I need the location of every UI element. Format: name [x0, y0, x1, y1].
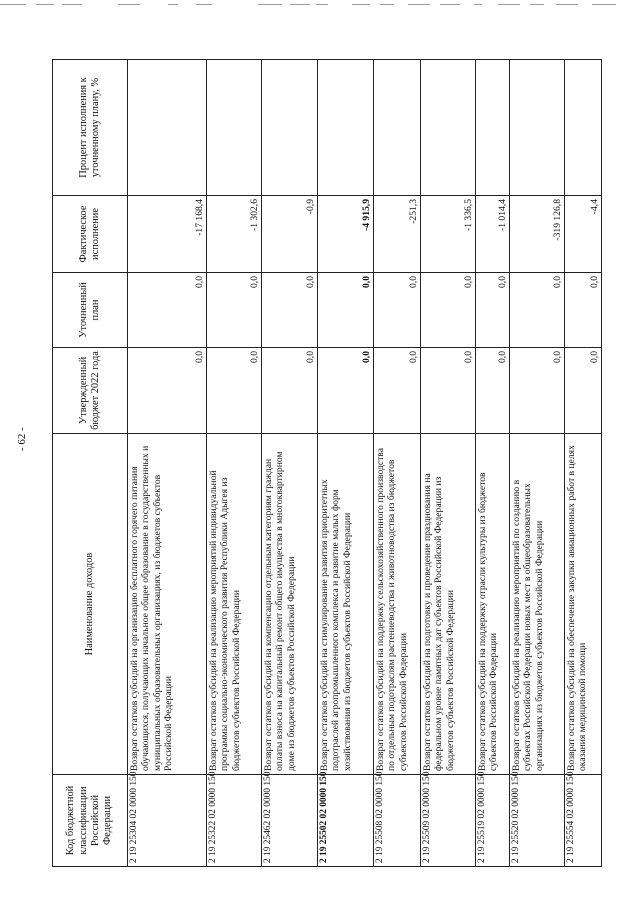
table-row: [510, 60, 565, 867]
row-actual: -1 014,4: [476, 196, 510, 273]
col-header-approved: Утвержденный бюджет 2022 года: [53, 348, 128, 434]
revenue-table: [52, 59, 602, 867]
row-percent: [421, 60, 476, 196]
row-approved: 0,0: [128, 348, 207, 434]
row-percent: [128, 60, 207, 196]
row-percent: [318, 60, 374, 196]
row-approved: 0,0: [476, 348, 510, 434]
table-row: [128, 60, 207, 867]
row-plan: 0,0: [318, 273, 374, 348]
row-name: Возврат остатков субсидий на поддержку сельскохозяйственного производства по отдельным подотраслям растениеводства и животноводства из бюджетов субъектов Российской Федерации: [374, 434, 421, 775]
row-percent: [207, 60, 262, 196]
row-approved: 0,0: [207, 348, 262, 434]
row-name: Возврат остатков субсидий на реализацию мероприятий по созданию в субъектах Российской Федерации новых мест в общеобразовательных организациях из бюджетов субъектов Российской Федерации: [510, 434, 565, 775]
row-code: 2 19 25508 02 0000 150: [374, 775, 421, 867]
row-name: Возврат остатков субсидий на подготовку и проведение празднования на федеральном уровне памятных дат субъектов Российской Федерации из бюджетов субъектов Российской Федерации: [421, 434, 476, 775]
row-name: Возврат остатков субсидий на стимулирование развития приоритетных подотраслей агропромышленного комплекса и развитие малых форм хозяйствования из бюджетов субъектов Российской Федерации: [318, 434, 374, 775]
row-code: 2 19 25322 02 0000 150: [207, 775, 262, 867]
row-plan: 0,0: [565, 273, 602, 348]
row-percent: [565, 60, 602, 196]
row-plan: 0,0: [262, 273, 318, 348]
row-approved: 0,0: [262, 348, 318, 434]
row-name: Возврат остатков субсидий на поддержку отрасли культуры из бюджетов субъектов Российской Федерации: [476, 434, 510, 775]
table-row: [318, 60, 374, 867]
row-code: 2 19 25554 02 0000 150: [565, 775, 602, 867]
rotated-page: [52, 60, 601, 867]
row-actual: -1 336,5: [421, 196, 476, 273]
row-percent: [374, 60, 421, 196]
row-code: 2 19 25462 02 0000 150: [262, 775, 318, 867]
row-approved: 0,0: [421, 348, 476, 434]
row-code: 2 19 25519 02 0000 150: [476, 775, 510, 867]
row-actual: -4,4: [565, 196, 602, 273]
row-percent: [262, 60, 318, 196]
row-approved: 0,0: [374, 348, 421, 434]
row-code: 2 19 25520 02 0000 150: [510, 775, 565, 867]
row-name: Возврат остатков субсидий на организацию бесплатного горячего питания обучающихся, получающих начальное общее образование в государственных и муниципальных образовательных организациях, из бюджетов субъектов Российской Федерации: [128, 434, 207, 775]
scan-artifact-line: [0, 0, 640, 10]
row-plan: 0,0: [374, 273, 421, 348]
row-plan: 0,0: [128, 273, 207, 348]
page-number: - 62 -: [16, 427, 28, 451]
row-code: 2 19 25304 02 0000 150: [128, 775, 207, 867]
row-plan: 0,0: [476, 273, 510, 348]
row-name: Возврат остатков субсидий на реализацию мероприятий индивидуальной программы социально-экономического развития Республики Адыгея из бюджетов субъектов Российской Федерации: [207, 434, 262, 775]
row-actual: -0,9: [262, 196, 318, 273]
row-plan: 0,0: [510, 273, 565, 348]
row-percent: [510, 60, 565, 196]
col-header-percent: Процент исполнения к уточненному плану, %: [53, 60, 128, 196]
row-actual: -1 302,6: [207, 196, 262, 273]
row-actual: -251,3: [374, 196, 421, 273]
row-code: 2 19 25502 02 0000 150: [318, 775, 374, 867]
row-approved: 0,0: [565, 348, 602, 434]
row-name: Возврат остатков субсидий на компенсацию отдельным категориям граждан оплаты взноса на капитальный ремонт общего имущества в многоквартирном доме из бюджетов субъектов Российской Федерации: [262, 434, 318, 775]
col-header-actual: Фактическое исполнение: [53, 196, 128, 273]
col-header-plan: Уточненный план: [53, 273, 128, 348]
table-row: [207, 60, 262, 867]
row-actual: -17 168,4: [128, 196, 207, 273]
col-header-code: Код бюджетной классификации Российской Федерации: [53, 775, 128, 867]
row-name: Возврат остатков субсидий на обеспечение закупки авиационных работ в целях оказания медицинской помощи: [565, 434, 602, 775]
table-row: [421, 60, 476, 867]
row-approved: 0,0: [510, 348, 565, 434]
row-approved: 0,0: [318, 348, 374, 434]
row-plan: 0,0: [421, 273, 476, 348]
table-row: [262, 60, 318, 867]
col-header-name: Наименование доходов: [53, 434, 128, 775]
row-plan: 0,0: [207, 273, 262, 348]
table-row: [476, 60, 510, 867]
table-header-row: [53, 60, 128, 867]
row-actual: -319 126,8: [510, 196, 565, 273]
row-percent: [476, 60, 510, 196]
table-row: [565, 60, 602, 867]
row-actual: -4 915,9: [318, 196, 374, 273]
table-row: [374, 60, 421, 867]
row-code: 2 19 25509 02 0000 150: [421, 775, 476, 867]
